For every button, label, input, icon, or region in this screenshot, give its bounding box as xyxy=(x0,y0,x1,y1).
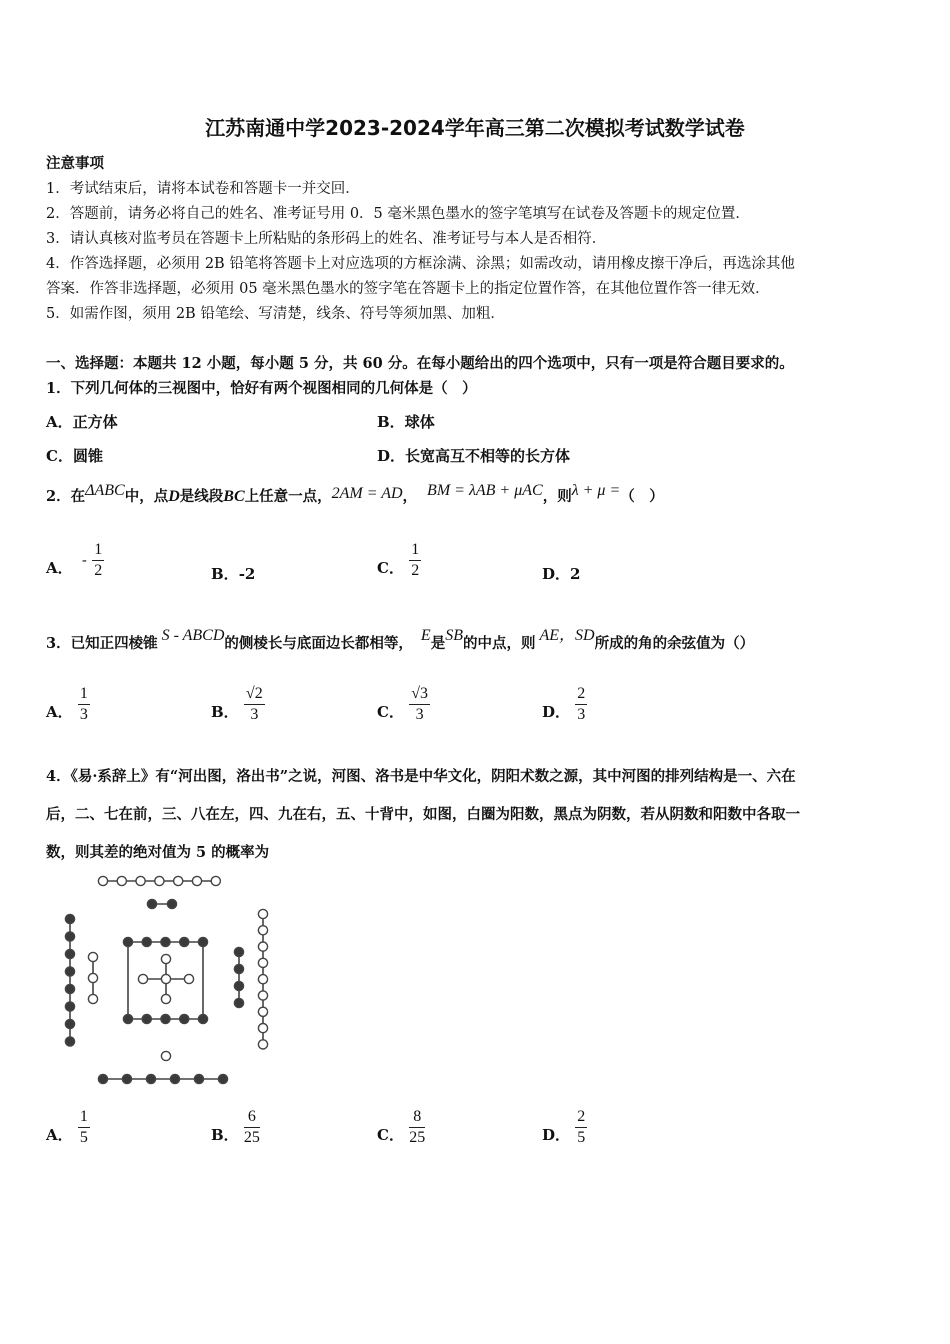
hetu-cross-dot xyxy=(138,974,147,983)
option-label: A． xyxy=(46,413,73,431)
option-fraction xyxy=(575,1107,587,1148)
fraction-numerator: 6 xyxy=(244,1107,260,1128)
hetu-center-top-five-dot xyxy=(142,937,151,946)
hetu-left-eight-dot xyxy=(65,967,74,976)
hetu-right-nine-dot xyxy=(258,975,267,984)
option-label: B． xyxy=(211,1125,239,1144)
hetu-left-eight-dot xyxy=(65,1019,74,1028)
hetu-right-nine-dot xyxy=(258,942,267,951)
notice-heading: 注意事项 xyxy=(46,155,104,172)
hetu-top-seven-dot xyxy=(211,876,220,885)
option-text: 长宽高互不相等的长方体 xyxy=(405,447,571,465)
hetu-top-two-dot xyxy=(167,899,176,908)
hetu-left-eight-dot xyxy=(65,984,74,993)
text-segment: ， xyxy=(402,488,418,505)
hetu-center-bottom-five-dot xyxy=(198,1014,207,1023)
text-segment: 3．已知正四棱锥 xyxy=(46,635,158,652)
fraction-denominator: 25 xyxy=(409,1129,426,1146)
hetu-bottom-six-dot xyxy=(122,1074,131,1083)
option-label: D． xyxy=(542,702,571,721)
fraction-numerator: 1 xyxy=(409,540,421,561)
option-fraction xyxy=(78,684,90,725)
q2-option-b xyxy=(211,563,255,584)
fraction-denominator: 5 xyxy=(79,1129,88,1146)
hetu-right-nine-dot xyxy=(258,909,267,918)
option-label: C． xyxy=(377,702,404,721)
option-label: C． xyxy=(377,558,404,577)
hetu-center-bottom-five-dot xyxy=(142,1014,151,1023)
fraction-denominator: 2 xyxy=(411,562,420,579)
hetu-center-bottom-five-dot xyxy=(161,1014,170,1023)
q1-option-d xyxy=(377,445,570,466)
q1-option-b xyxy=(377,411,435,432)
q2-option-d xyxy=(542,563,580,584)
fraction-denominator: 3 xyxy=(577,706,586,723)
notice-item: 1．考试结束后，请将本试卷和答题卡一并交回． xyxy=(46,181,360,197)
option-label: A． xyxy=(46,558,73,577)
hetu-left-three-dot xyxy=(88,994,97,1003)
hetu-top-seven-dot xyxy=(117,876,126,885)
hetu-diagram xyxy=(55,868,285,1090)
question-1-stem: 1．下列几何体的三视图中，恰好有两个视图相同的几何体是（ ） xyxy=(46,380,477,397)
text-segment: 的侧棱长与底面边长都相等， xyxy=(224,635,413,652)
option-text: -2 xyxy=(238,565,256,583)
option-label: C． xyxy=(46,447,73,465)
hetu-bottom-six-dot xyxy=(146,1074,155,1083)
option-label: A． xyxy=(46,702,73,721)
fraction-numerator: 2 xyxy=(575,684,587,705)
text-segment: 是线段 xyxy=(179,488,224,505)
fraction-numerator: √2 xyxy=(244,684,265,705)
notice-item: 答案．作答非选择题，必须用 05 毫米黑色墨水的签字笔在答题卡上的指定位置作答，在其他位置作答一律无效． xyxy=(46,281,770,297)
q4-option-b xyxy=(211,1107,260,1148)
fraction-numerator: 1 xyxy=(78,684,90,705)
hetu-center-bottom-five-dot xyxy=(123,1014,132,1023)
fraction-denominator: 5 xyxy=(577,1129,586,1146)
fraction-numerator: 1 xyxy=(92,540,104,561)
hetu-right-nine-dot xyxy=(258,1024,267,1033)
option-text: 圆锥 xyxy=(72,447,103,465)
hetu-bottom-six-dot xyxy=(218,1074,227,1083)
option-label: D． xyxy=(542,1125,571,1144)
hetu-bottom-six-dot xyxy=(170,1074,179,1083)
text-segment: 是 xyxy=(430,635,446,652)
hetu-top-seven-dot xyxy=(155,876,164,885)
question-2-stem xyxy=(46,482,664,506)
option-fraction xyxy=(244,684,265,725)
hetu-center-top-five-dot xyxy=(123,937,132,946)
text-segment: 上任意一点， xyxy=(244,488,332,505)
option-fraction xyxy=(92,540,104,581)
option-label: D． xyxy=(542,565,571,583)
hetu-top-seven-dot xyxy=(136,876,145,885)
fraction-numerator: 2 xyxy=(575,1107,587,1128)
hetu-cross-dot xyxy=(161,954,170,963)
question-4-line: 4．《易·系辞上》有“河出图，洛出书”之说，河图、洛书是中华文化，阴阳术数之源，其中河图的排列结构是一、六在 xyxy=(46,768,796,785)
notice-item: 2．答题前，请务必将自己的姓名、准考证号用 0．5 毫米黑色墨水的签字笔填写在试卷及答题卡的规定位置． xyxy=(46,206,750,222)
math-vector-equation: 2AM = AD xyxy=(331,485,403,502)
exam-title: 江苏南通中学2023-2024学年高三第二次模拟考试数学试卷 xyxy=(205,116,745,140)
notice-item: 4．作答选择题，必须用 2B 铅笔将答题卡上对应选项的方框涂满、涂黑；如需改动，请用橡皮擦干净后，再选涂其他 xyxy=(46,256,795,272)
section-heading: 一、选择题：本题共 12 小题，每小题 5 分，共 60 分。在每小题给出的四个选项中，只有一项是符合题目要求的。 xyxy=(46,355,794,372)
q1-option-a xyxy=(46,411,118,432)
hetu-right-nine-dot xyxy=(258,958,267,967)
q3-option-a xyxy=(46,684,90,725)
question-4-line: 数，则其差的绝对值为 5 的概率为 xyxy=(46,844,270,861)
hetu-right-nine-dot xyxy=(258,926,267,935)
q3-option-d xyxy=(542,684,587,725)
q3-option-c xyxy=(377,684,430,725)
option-fraction xyxy=(78,1107,90,1148)
hetu-right-four-dot xyxy=(234,947,243,956)
hetu-top-seven-dot xyxy=(174,876,183,885)
hetu-center-top-five-dot xyxy=(161,937,170,946)
hetu-cross-dot xyxy=(161,974,170,983)
option-text: 球体 xyxy=(404,413,435,431)
q2-option-a xyxy=(46,540,104,581)
option-sign: - xyxy=(81,550,87,569)
text-segment: 中，点 xyxy=(124,488,169,505)
option-text: 2 xyxy=(570,565,581,583)
option-text: 正方体 xyxy=(72,413,118,431)
hetu-left-three-dot xyxy=(88,973,97,982)
q4-option-c xyxy=(377,1107,425,1148)
q2-option-c xyxy=(377,540,421,581)
math-ae-sd: AE，SD xyxy=(539,627,595,644)
hetu-top-seven-dot xyxy=(192,876,201,885)
option-label: D． xyxy=(377,447,406,465)
fraction-numerator: 1 xyxy=(78,1107,90,1128)
math-pyramid: S - ABCD xyxy=(161,627,225,644)
option-label: B． xyxy=(377,413,405,431)
question-3-stem xyxy=(46,627,755,653)
hetu-right-nine-dot xyxy=(258,1007,267,1016)
q4-option-d xyxy=(542,1107,587,1148)
fraction-numerator: 8 xyxy=(409,1107,425,1128)
text-segment: 的中点，则 xyxy=(462,635,536,652)
option-fraction xyxy=(409,1107,425,1148)
hetu-top-seven-dot xyxy=(98,876,107,885)
hetu-bottom-six-dot xyxy=(98,1074,107,1083)
hetu-right-nine-dot xyxy=(258,1040,267,1049)
fraction-numerator: √3 xyxy=(409,684,430,705)
hetu-center-top-five-dot xyxy=(180,937,189,946)
fraction-denominator: 2 xyxy=(94,562,103,579)
q3-option-b xyxy=(211,684,265,725)
hetu-cross-dot xyxy=(161,994,170,1003)
fraction-denominator: 3 xyxy=(415,706,424,723)
hetu-left-eight-dot xyxy=(65,1002,74,1011)
hetu-left-three-dot xyxy=(88,952,97,961)
hetu-right-four-dot xyxy=(234,981,243,990)
math-e: E xyxy=(420,627,431,644)
hetu-left-eight-dot xyxy=(65,932,74,941)
notice-item: 3．请认真核对监考员在答题卡上所粘贴的条形码上的姓名、准考证号与本人是否相符． xyxy=(46,231,607,247)
option-fraction xyxy=(575,684,587,725)
hetu-cross-dot xyxy=(184,974,193,983)
hetu-top-two-dot xyxy=(147,899,156,908)
hetu-right-nine-dot xyxy=(258,991,267,1000)
fraction-denominator: 25 xyxy=(243,1129,260,1146)
notice-item: 5．如需作图，须用 2B 铅笔绘、写清楚，线条、符号等须加黑、加粗． xyxy=(46,306,505,322)
math-bc: BC xyxy=(223,488,245,505)
question-4-line: 后，二、七在前，三、八在左，四、九在右，五、十背中，如图，白圈为阳数，黑点为阴数，若从阴数和阳数中各取一 xyxy=(46,806,800,823)
fraction-denominator: 3 xyxy=(250,706,259,723)
hetu-right-four-dot xyxy=(234,998,243,1007)
hetu-left-eight-dot xyxy=(65,1037,74,1046)
option-fraction xyxy=(244,1107,260,1148)
fraction-denominator: 3 xyxy=(79,706,88,723)
text-segment: 所成的角的余弦值为（） xyxy=(594,635,755,652)
option-fraction xyxy=(409,540,421,581)
hetu-left-eight-dot xyxy=(65,914,74,923)
text-segment: ，则 xyxy=(542,488,572,505)
option-label: B． xyxy=(211,565,239,583)
math-triangle-abc: ΔABC xyxy=(85,482,125,499)
hetu-center-bottom-five-dot xyxy=(180,1014,189,1023)
text-segment: （ ） xyxy=(620,488,664,505)
math-sb: SB xyxy=(445,627,463,644)
option-label: A． xyxy=(46,1125,73,1144)
hetu-center-top-five-dot xyxy=(198,937,207,946)
hetu-bottom-one xyxy=(161,1051,170,1060)
math-d: D xyxy=(168,488,180,505)
math-lambda-mu: λ + μ = xyxy=(571,482,621,499)
option-fraction xyxy=(409,684,430,725)
hetu-bottom-six-dot xyxy=(194,1074,203,1083)
option-label: B． xyxy=(211,702,239,721)
text-segment: 2．在 xyxy=(46,488,86,505)
math-vector-decomposition: BM = λAB + μAC xyxy=(427,482,543,499)
hetu-left-eight-dot xyxy=(65,949,74,958)
q1-option-c xyxy=(46,445,103,466)
q4-option-a xyxy=(46,1107,90,1148)
option-label: C． xyxy=(377,1125,404,1144)
hetu-right-four-dot xyxy=(234,964,243,973)
